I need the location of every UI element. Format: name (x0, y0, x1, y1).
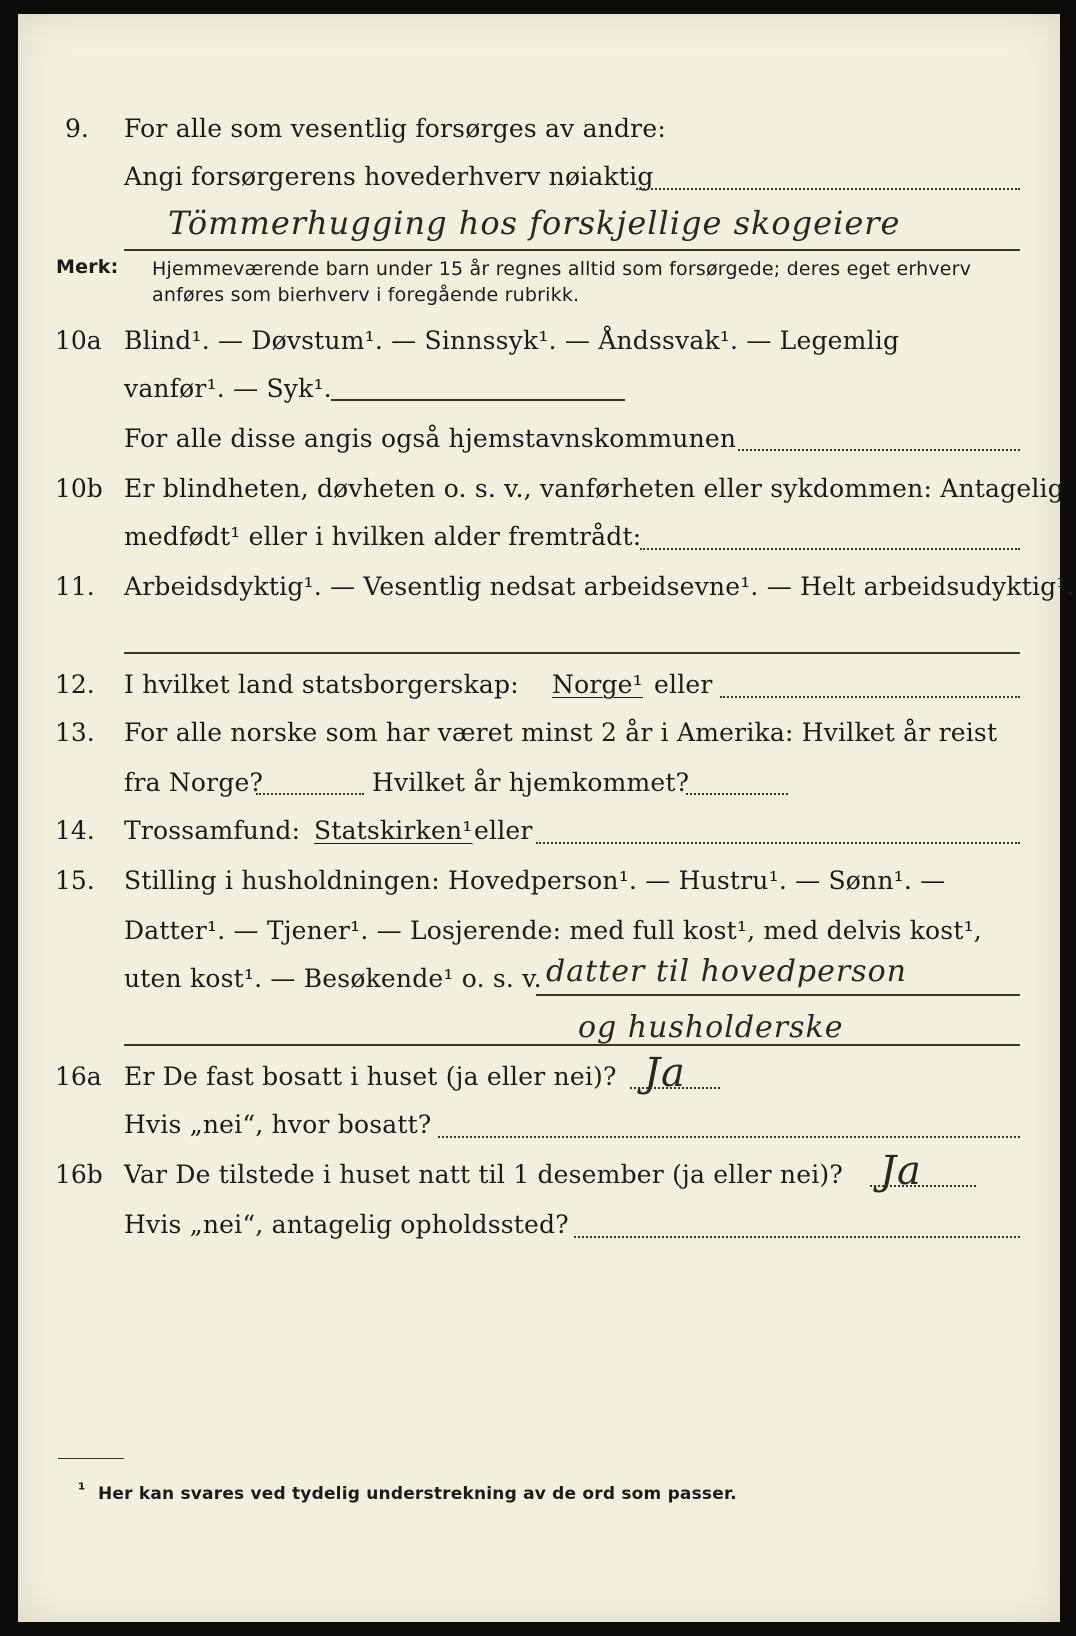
q16a-line2: Hvis „nei“, hvor bosatt? (124, 1110, 432, 1139)
q13-number: 13. (55, 718, 95, 747)
q16b-handwritten-answer: Ja (880, 1148, 922, 1194)
q14-suffix: eller (474, 816, 533, 845)
q12-prefix: I hvilket land statsborgerskap: (124, 670, 519, 699)
q15-answer-line-1 (536, 994, 1020, 996)
merk-label: Merk: (56, 256, 119, 278)
q9-answer-line (124, 249, 1020, 251)
q15-handwritten-answer-1: datter til hovedperson (546, 954, 907, 989)
footnote-text: Her kan svares ved tydelig understrekning av de ord som passer. (98, 1484, 737, 1504)
q9-dotted-line (636, 188, 1020, 190)
q13-part-b: Hvilket år hjemkommet? (372, 768, 690, 797)
q16b-line2: Hvis „nei“, antagelig opholdssted? (124, 1210, 569, 1239)
q15-line3: uten kost¹. — Besøkende¹ o. s. v. (124, 964, 542, 993)
q10a-dotted-line (738, 449, 1020, 451)
q10a-line2: vanfør¹. — Syk¹. (124, 374, 332, 403)
q16b-number: 16b (55, 1160, 103, 1189)
q15-handwritten-answer-2: og husholderske (578, 1010, 844, 1045)
q12-number: 12. (55, 670, 95, 699)
q11-answer-line (124, 652, 1020, 654)
q15-line2: Datter¹. — Tjener¹. — Losjerende: med full kost¹, med delvis kost¹, (124, 916, 982, 945)
q16a-handwritten-answer: Ja (644, 1050, 686, 1096)
footnote-rule (58, 1458, 124, 1459)
q15-answer-line-2 (124, 1044, 1020, 1046)
q10b-dotted-line (640, 548, 1020, 550)
q16a-line1: Er De fast bosatt i huset (ja eller nei)? (124, 1062, 617, 1091)
q9-title: For alle som vesentlig forsørges av andre: (124, 114, 666, 143)
q10b-line1: Er blindheten, døvheten o. s. v., vanførheten eller sykdommen: Antagelig (124, 474, 1064, 503)
q14-dotted-line (536, 842, 1020, 844)
q10a-line1: Blind¹. — Døvstum¹. — Sinnssyk¹. — Åndssvak¹. — Legemlig (124, 326, 900, 355)
q9-prompt: Angi forsørgerens hovederhverv nøiaktig (124, 162, 654, 191)
q15-line1: Stilling i husholdningen: Hovedperson¹. — Hustru¹. — Sønn¹. — (124, 866, 946, 895)
q16b-dotted-line-2 (574, 1236, 1020, 1238)
q10b-line2: medfødt¹ eller i hvilken alder fremtrådt: (124, 522, 642, 551)
q13-line1: For alle norske som har været minst 2 år i Amerika: Hvilket år reist (124, 718, 998, 747)
q16a-number: 16a (55, 1062, 102, 1091)
q14-underlined: Statskirken¹ (314, 816, 473, 845)
q9-handwritten-answer: Tömmerhugging hos forskjellige skogeiere (168, 204, 901, 242)
q15-number: 15. (55, 866, 95, 895)
q14-prefix: Trossamfund: (124, 816, 301, 845)
q13-dotted-line-a (256, 793, 364, 795)
q11-number: 11. (55, 572, 95, 601)
merk-line2: anføres som bierhverv i foregående rubrikk. (152, 284, 580, 306)
q13-dotted-line-b (686, 793, 788, 795)
q13-part-a: fra Norge? (124, 768, 264, 797)
footnote-mark: ¹ (78, 1480, 86, 1500)
q9-number: 9. (65, 114, 89, 143)
q16b-dotted-line-1 (870, 1185, 976, 1187)
census-form-page (18, 14, 1075, 1622)
q10a-syk-line (331, 399, 625, 401)
q16a-dotted-line-2 (438, 1136, 1020, 1138)
q16b-line1: Var De tilstede i huset natt til 1 desember (ja eller nei)? (124, 1160, 843, 1189)
q12-dotted-line (720, 696, 1020, 698)
q12-underlined: Norge¹ (552, 670, 643, 699)
q10a-line3: For alle disse angis også hjemstavnskommunen (124, 424, 737, 453)
q16a-dotted-line-1 (630, 1087, 720, 1089)
q10b-number: 10b (55, 474, 103, 503)
merk-line1: Hjemmeværende barn under 15 år regnes alltid som forsørgede; deres eget erhverv (152, 258, 972, 280)
q12-suffix: eller (654, 670, 713, 699)
q11-line1: Arbeidsdyktig¹. — Vesentlig nedsat arbeidsevne¹. — Helt arbeidsudyktig¹. (124, 572, 1075, 601)
q10a-number: 10a (55, 326, 102, 355)
q14-number: 14. (55, 816, 95, 845)
